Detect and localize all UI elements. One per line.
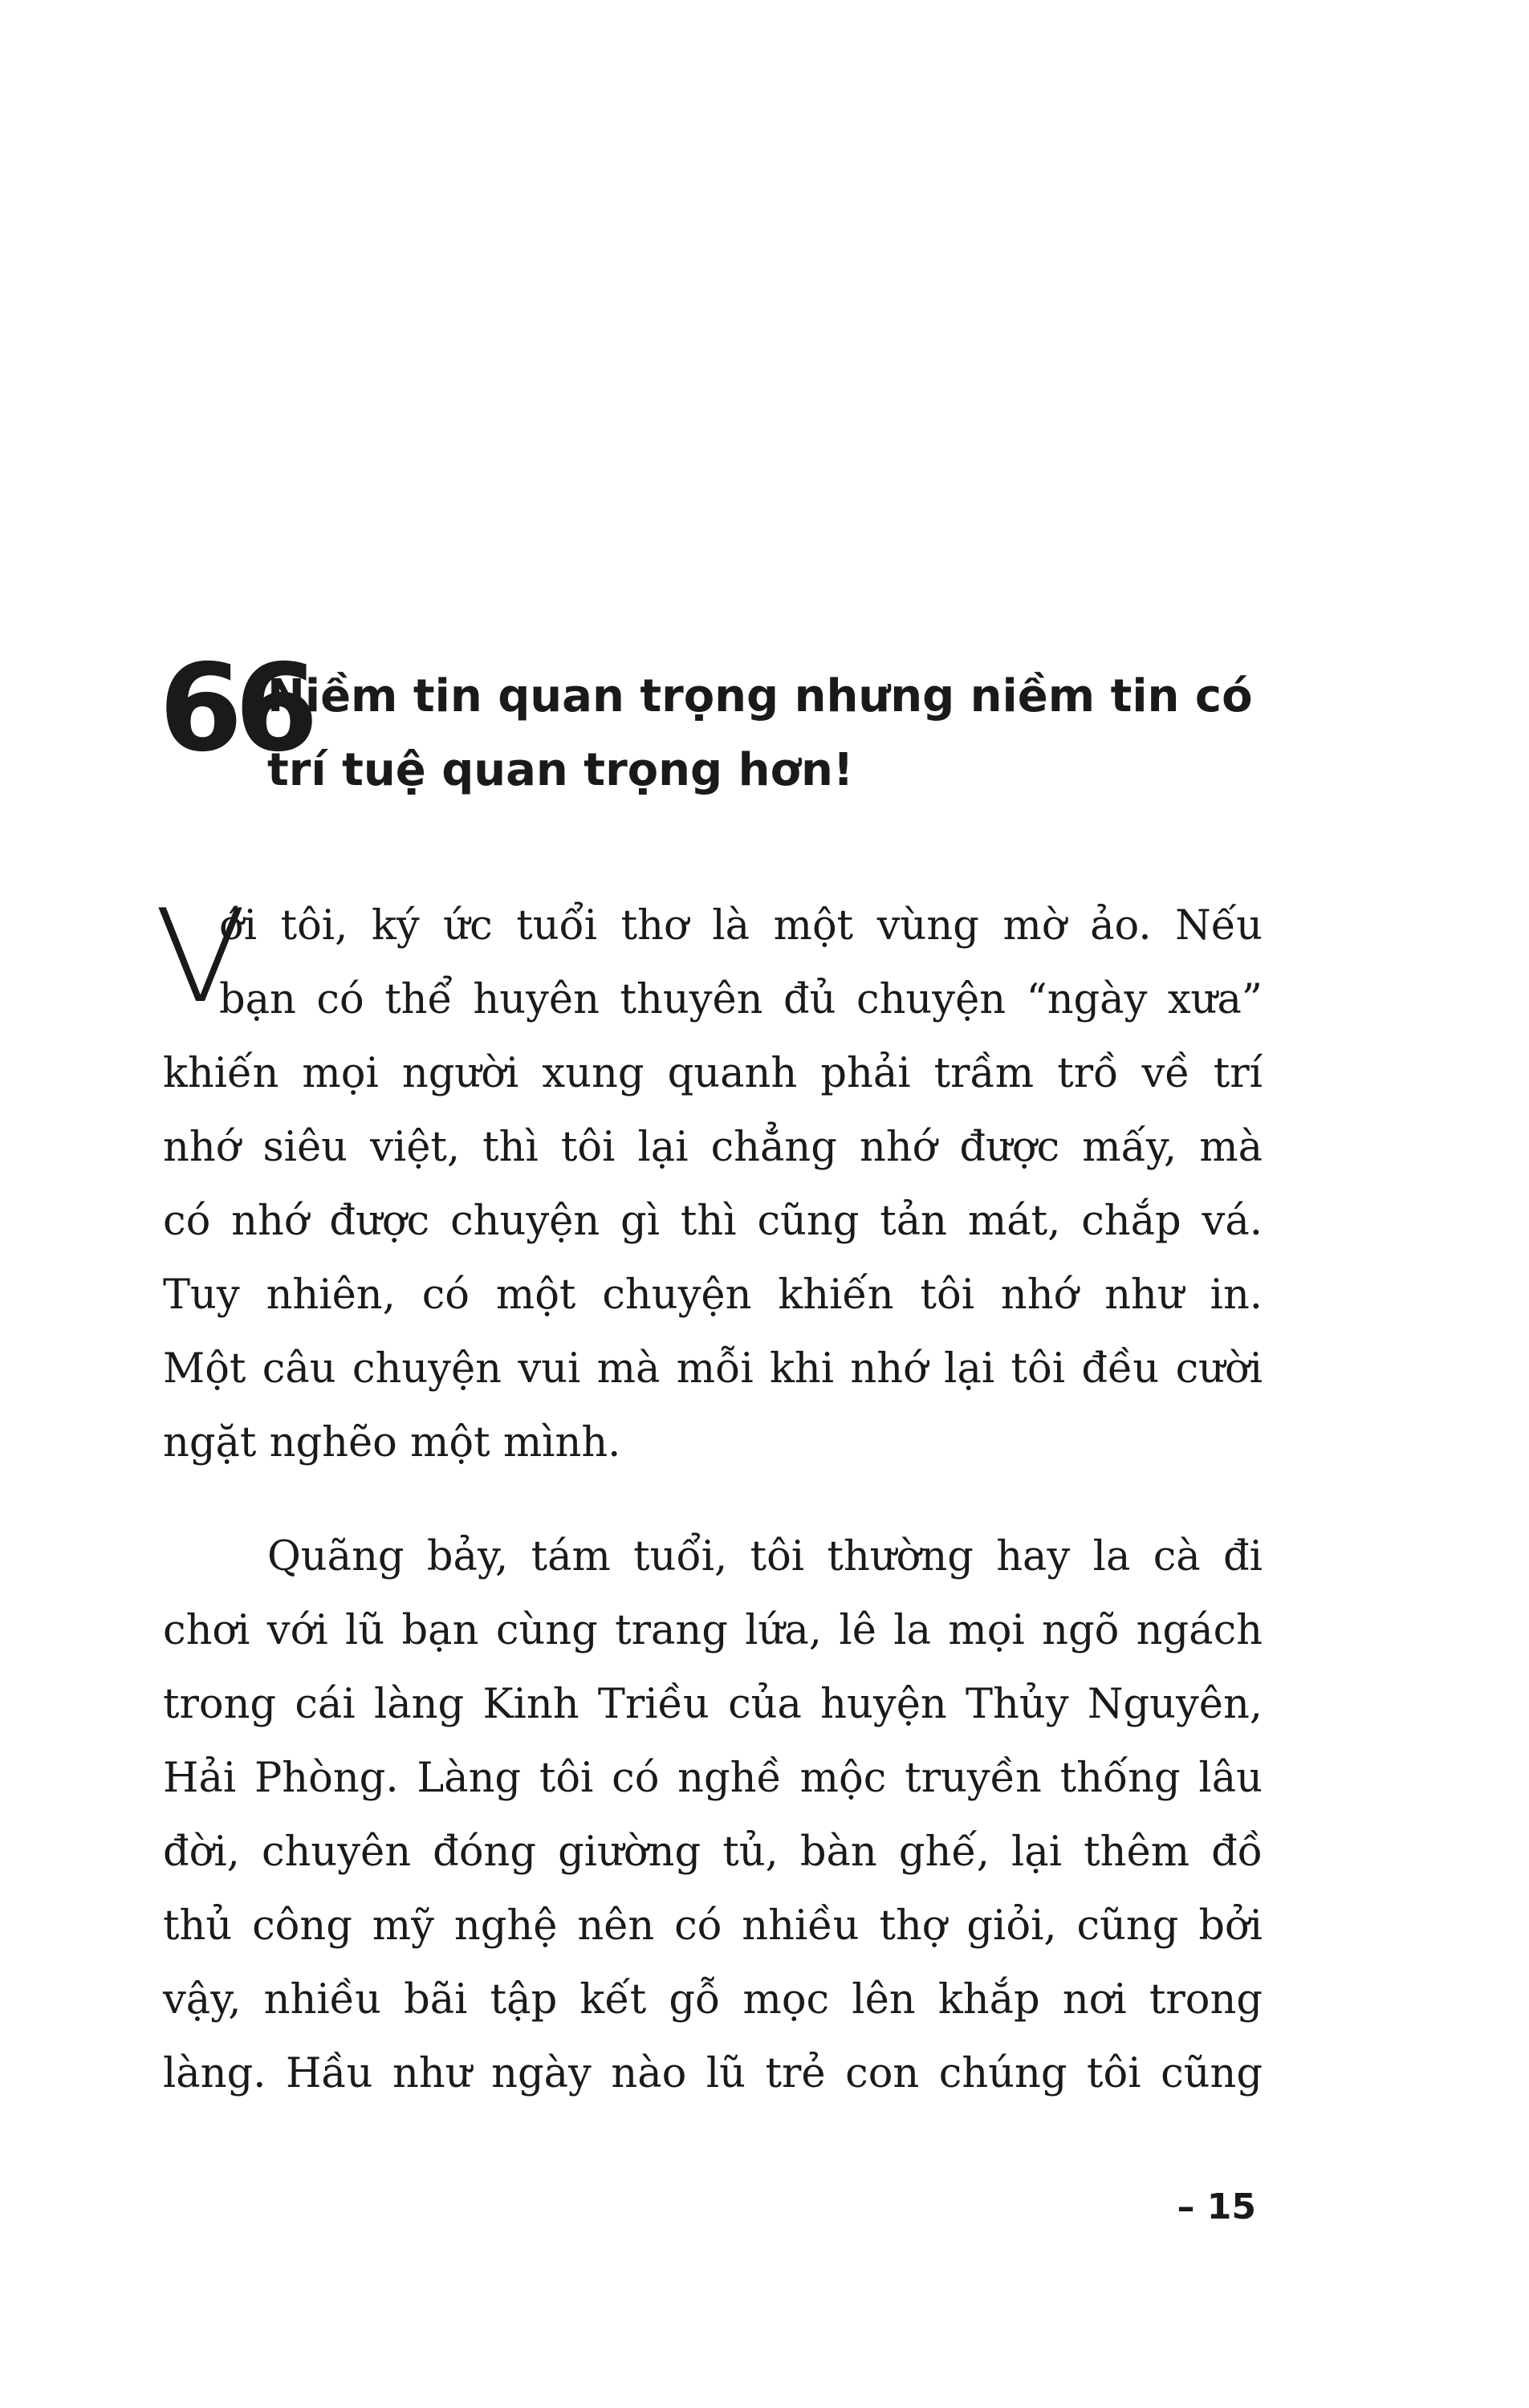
quote-line: Niềm tin quan trọng nhưng niềm tin có (267, 670, 1253, 722)
text-line: ngặt nghẽo một mình. (163, 1419, 621, 1466)
page-number: – 15 (1177, 2186, 1256, 2227)
quote-text (267, 660, 1311, 807)
text-line: Quãng bảy, tám tuổi, tôi thường hay la cà đi (267, 1533, 1263, 1580)
text-line: Hải Phòng. Làng tôi có nghề mộc truyền thống lâu (163, 1755, 1263, 1802)
text-line: bạn có thể huyên thuyên đủ chuyện “ngày xưa” (219, 976, 1263, 1023)
text-line: trong cái làng Kinh Triều của huyện Thủy Nguyên, (163, 1681, 1263, 1728)
paragraph-2 (163, 1520, 1263, 2111)
quote-line: trí tuệ quan trọng hơn! (267, 744, 854, 796)
text-line: Một câu chuyện vui mà mỗi khi nhớ lại tôi đều cười (163, 1345, 1263, 1393)
text-line: vậy, nhiều bãi tập kết gỗ mọc lên khắp nơi trong (163, 1976, 1263, 2024)
text-line: nhớ siêu việt, thì tôi lại chẳng nhớ được mấy, mà (163, 1124, 1263, 1171)
text-line: thủ công mỹ nghệ nên có nhiều thợ giỏi, cũng bởi (163, 1902, 1263, 1950)
text-line: chơi với lũ bạn cùng trang lứa, lê la mọi ngõ ngách (163, 1607, 1263, 1654)
text-line: Tuy nhiên, có một chuyện khiến tôi nhớ như in. (163, 1271, 1263, 1319)
text-line: đời, chuyên đóng giường tủ, bàn ghế, lại thêm đồ (163, 1828, 1263, 1876)
text-line: làng. Hầu như ngày nào lũ trẻ con chúng tôi cũng (163, 2050, 1263, 2097)
text-line: ới tôi, ký ức tuổi thơ là một vùng mờ ảo. Nếu (219, 902, 1263, 950)
paragraph-1 (154, 881, 1263, 1480)
text-line: khiến mọi người xung quanh phải trầm trồ về trí (163, 1050, 1263, 1097)
drop-cap: V (154, 881, 247, 1031)
body-text (154, 881, 1263, 2111)
quote-mark-icon: 66 (159, 639, 311, 779)
text-line: có nhớ được chuyện gì thì cũng tản mát, chắp vá. (163, 1198, 1263, 1245)
